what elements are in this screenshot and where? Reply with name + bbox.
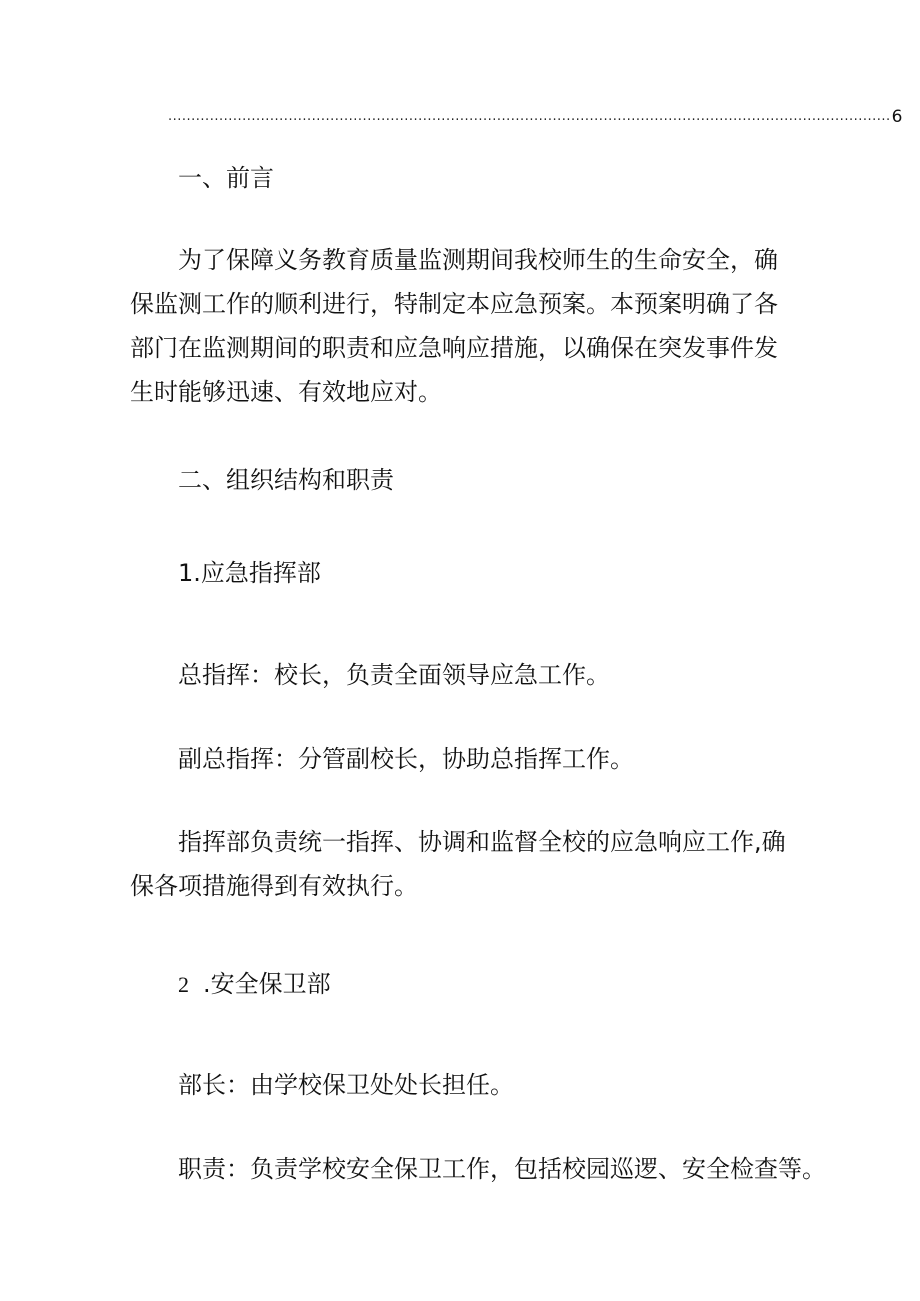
toc-entry (168, 100, 903, 128)
toc-page-number: 6 (891, 107, 903, 127)
subsection-heading-command: 1.应急指挥部 (178, 559, 321, 587)
subsection-heading-security (178, 966, 331, 1003)
command-duty-paragraph: 指挥部负责统一指挥、协调和监督全校的应急响应工作,确保各项措施得到有效执行。 (130, 828, 786, 900)
section-heading-organization: 二、组织结构和职责 (178, 466, 394, 494)
security-head-line: 部长：由学校保卫处处长担任。 (178, 1071, 514, 1099)
command-deputy-line: 副总指挥：分管副校长，协助总指挥工作。 (178, 745, 634, 773)
section-heading-preface: 一、前言 (178, 164, 274, 192)
command-chief-line: 总指挥：校长，负责全面领导应急工作。 (178, 661, 610, 689)
preface-paragraph: 为了保障义务教育质量监测期间我校师生的生命安全，确保监测工作的顺利进行，特制定本应急预案。本预案明确了各部门在监测期间的职责和应急响应措施，以确保在突发事件发生时能够迅速、有效地应对。 (130, 246, 778, 406)
security-duty-line: 职责：负责学校安全保卫工作，包括校园巡逻、安全检查等。 (178, 1155, 826, 1183)
subsection-number: 2 (178, 972, 189, 997)
toc-leader-dots: ............................................................................................................................................................ (168, 109, 891, 124)
subsection-title: .安全保卫部 (203, 970, 331, 998)
